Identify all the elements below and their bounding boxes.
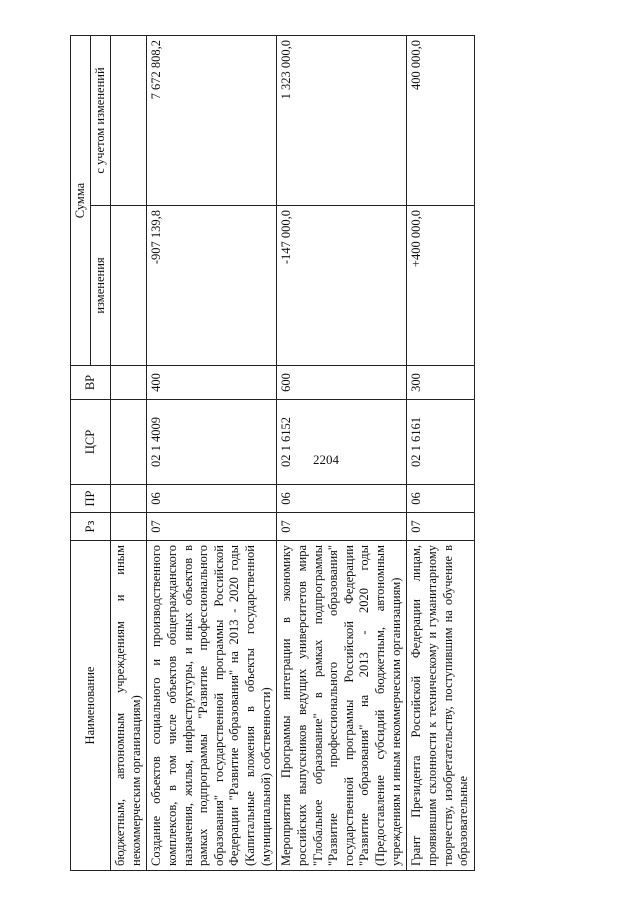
row-csr: 02 1 6161	[407, 400, 475, 485]
row-vr: 400	[147, 366, 277, 400]
row-name: Грант Президента Российской Федерации лицам, проявившим склонности к техническому и гуманитарному творчеству, изобретательству, поступившим на обучение в образовательные	[407, 541, 475, 871]
continuation-row	[111, 36, 147, 871]
row-vr: 300	[407, 366, 475, 400]
header-change: изменения	[91, 206, 111, 366]
header-vr: ВР	[71, 366, 111, 400]
table-row	[147, 36, 277, 871]
row-name: Мероприятия Программы интеграции в экономику российских выпускников ведущих университетов мира "Глобальное образование" в рамках подпрограммы "Развитие профессионального образования" государственной программы Российской Федерации "Развитие образования" на 2013 - 2020 годы (Предоставление субсидий бюджетным, автономным учреждениям и иным некоммерческим организациям)	[277, 541, 407, 871]
row-change: +400 000,0	[407, 206, 475, 366]
row-total: 7 672 808,2	[147, 36, 277, 206]
row-vr: 600	[277, 366, 407, 400]
row-change: -907 139,8	[147, 206, 277, 366]
row-pr: 06	[407, 485, 475, 513]
header-csr: ЦСР	[71, 400, 111, 485]
table-row	[407, 36, 475, 871]
header-row-1	[71, 36, 91, 871]
row-pr: 06	[277, 485, 407, 513]
row-csr: 02 1 4009	[147, 400, 277, 485]
row-change: -147 000,0	[277, 206, 407, 366]
row-total: 400 000,0	[407, 36, 475, 206]
budget-table	[70, 35, 475, 871]
header-name: Наименование	[71, 541, 111, 871]
row-pr: 06	[147, 485, 277, 513]
continuation-text: бюджетным, автономным учреждениям и иным некоммерческим организациям)	[111, 541, 147, 871]
header-pr: ПР	[71, 485, 111, 513]
row-rz: 07	[407, 513, 475, 541]
row-csr: 02 1 6152	[277, 400, 407, 485]
header-with-changes: с учетом изменений	[91, 36, 111, 206]
header-sum: Сумма	[71, 36, 91, 366]
row-rz: 07	[147, 513, 277, 541]
row-total: 1 323 000,0	[277, 36, 407, 206]
header-rz: Рз	[71, 513, 111, 541]
row-rz: 07	[277, 513, 407, 541]
page-number: 2204	[313, 452, 339, 467]
row-name: Создание объектов социального и производственного комплексов, в том числе объектов общегражданского назначения, жилья, инфраструктуры, и иных объектов в рамках подпрограммы "Развитие профессионального образования" государственной программы Российской Федерации "Развитие образования" на 2013 - 2020 годы (Капитальные вложения в объекты государственной (муниципальной) собственности)	[147, 541, 277, 871]
table-row	[277, 36, 407, 871]
